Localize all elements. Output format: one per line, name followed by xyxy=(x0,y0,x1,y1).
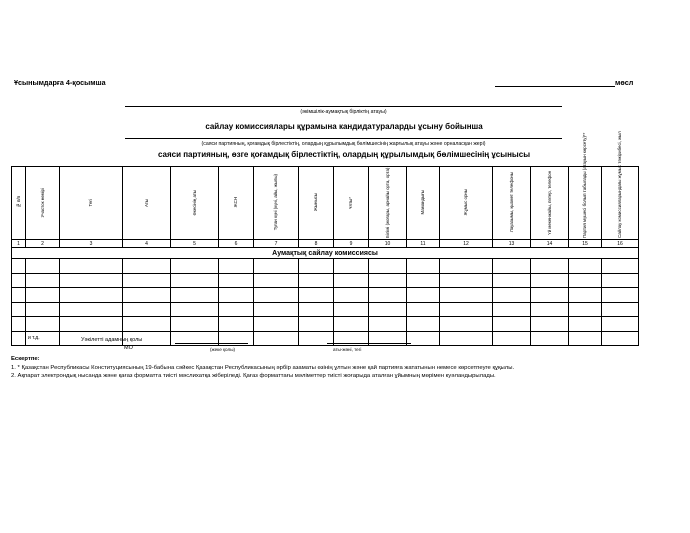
section-row xyxy=(12,248,639,259)
column-number: 7 xyxy=(254,240,299,248)
col-header: Әкесінің аты xyxy=(171,167,219,240)
territorial-unit-line xyxy=(125,106,562,107)
column-number: 11 xyxy=(407,240,440,248)
column-number: 15 xyxy=(569,240,602,248)
name-line xyxy=(327,343,411,344)
note-item: 2. Ақпарат электрондық нысанда және қағаз форматта тиісті мәслихатқа жіберіледі. Қағаз форматтағы мәліметтер тиісті жоғарыда аталған ұйымның мөрімен куәландырылады. xyxy=(11,373,496,380)
table-header-row xyxy=(12,167,639,240)
seal-label: МО xyxy=(124,345,133,351)
maslikhat-suffix: мөсл xyxy=(615,78,634,87)
column-number: 16 xyxy=(602,240,639,248)
column-number: 6 xyxy=(219,240,254,248)
table-row xyxy=(12,317,639,332)
col-header: Ұлты* xyxy=(334,167,369,240)
territorial-unit-caption: (әкімшілік-аумақтық бірліктің атауы) xyxy=(300,109,387,115)
column-number: 2 xyxy=(26,240,60,248)
col-header: Мамандығы xyxy=(407,167,440,240)
column-number: 4 xyxy=(123,240,171,248)
section-title: Аумақтық сайлау комиссиясы xyxy=(12,248,639,259)
document-subtitle: саяси партияның, өзге қоғамдық бірлестіктің, олардың құрылымдық бөлімшесінің ұсынысы xyxy=(157,150,531,159)
column-number: 9 xyxy=(334,240,369,248)
col-header: Білімі (жоғары, арнайы орта, орта) xyxy=(369,167,407,240)
col-header: Участок нөмірі xyxy=(26,167,60,240)
column-number: 13 xyxy=(493,240,531,248)
col-header: Аты xyxy=(123,167,171,240)
col-header: Сайлау комиссияларындағы жұмыс тәжірибесі, жыл xyxy=(602,167,639,240)
signature-caption: (жеке қолы) xyxy=(210,347,236,352)
party-name-line xyxy=(125,138,562,139)
appendix-label: Ұсынымдарға 4-қосымша xyxy=(14,78,106,87)
authorized-signature-label: Уәкілетті адамның қолы xyxy=(81,337,143,343)
col-header: Партия мүшесі болып табылады (атауын көрсету)** xyxy=(569,167,602,240)
col-header: Жұмыс орны xyxy=(440,167,493,240)
party-name-caption: (саяси партияның, қоғамдық бірлестіктің, олардың құрылымдық бөлімшесінің жарғылық атауы және орналасқан жері) xyxy=(201,141,486,147)
column-number: 10 xyxy=(369,240,407,248)
col-header: ЖСН xyxy=(219,167,254,240)
col-header: Туған күні (күні, айы, жылы) xyxy=(254,167,299,240)
col-header: № п/п xyxy=(12,167,26,240)
col-header: Жынысы xyxy=(299,167,334,240)
column-number: 5 xyxy=(171,240,219,248)
column-number: 8 xyxy=(299,240,334,248)
notes-block xyxy=(11,355,514,381)
col-header: Үй мекенжайы, пәтер, телефон xyxy=(531,167,569,240)
column-number: 12 xyxy=(440,240,493,248)
column-number: 14 xyxy=(531,240,569,248)
name-caption: аты-жөні, тегі xyxy=(333,347,362,352)
notes-heading: Ескертпе: xyxy=(11,356,40,362)
table-row xyxy=(12,288,639,303)
column-number: 1 xyxy=(12,240,26,248)
col-header: Тегі xyxy=(60,167,123,240)
table-row xyxy=(12,273,639,288)
column-number: 3 xyxy=(60,240,123,248)
col-header: Лауазымы, қызмет телефоны xyxy=(493,167,531,240)
table-row xyxy=(12,302,639,317)
document-title: сайлау комиссиялары құрамына кандидатураларды ұсыну бойынша xyxy=(205,122,483,131)
maslikhat-label xyxy=(495,78,633,87)
table-row xyxy=(12,259,639,274)
column-number-row xyxy=(12,240,639,248)
note-item: 1. * Қазақстан Республикасы Конституциясының 19-бабына сәйкес Қазақстан Республикасының әрбір азаматы өзінің ұлтын және қай партияға жататынын немесе көрсетпеуге құқылы. xyxy=(11,364,515,371)
signature-line xyxy=(175,343,248,344)
maslikhat-fill-line xyxy=(495,79,615,87)
etc-cell: и т.д. xyxy=(26,331,60,346)
